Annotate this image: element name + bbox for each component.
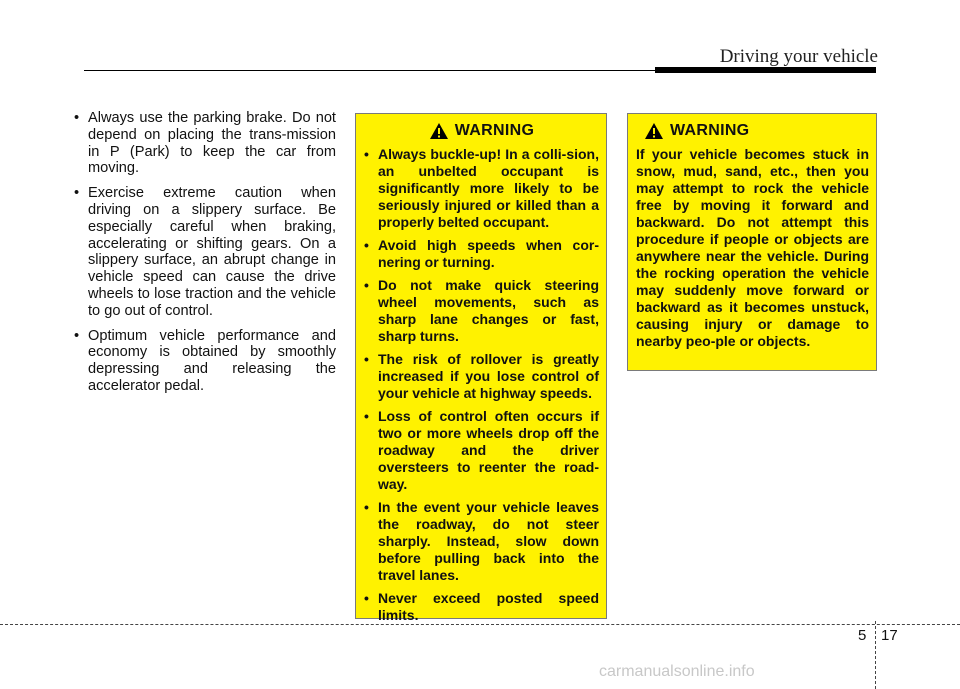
- list-item: • In the event your vehicle leaves the roadway, do not steer sharply. Instead, slow down before pulling back into the travel lanes.: [364, 499, 599, 584]
- warning-list: [364, 146, 599, 624]
- list-item: • Avoid high speeds when cor-nering or turning.: [364, 237, 599, 271]
- warning-header: [364, 122, 599, 140]
- header-rule-accent: [655, 67, 876, 73]
- watermark: carmanualsonline.info: [599, 663, 755, 680]
- section-title: Driving your vehicle: [719, 46, 878, 67]
- warning-header: [636, 122, 869, 140]
- chapter-number: 5: [858, 627, 867, 644]
- warning-box-stuck: [627, 113, 877, 371]
- list-item: • Optimum vehicle performance and economy is obtained by smoothly depressing and releasing the accelerator pedal.: [74, 328, 336, 395]
- list-item: • Do not make quick steering wheel movements, such as sharp lane changes or fast, sharp turns.: [364, 277, 599, 345]
- warning-title: WARNING: [454, 122, 535, 139]
- warning-box-driving: [355, 113, 607, 623]
- warning-text: If your vehicle becomes stuck in snow, mud, sand, etc., then you may attempt to rock the vehicle free by moving it forward and backward. Do not attempt this procedure if people or objects are anywhere near the vehicle. During the rocking operation the vehicle may suddenly move forward or backward as it becomes unstuck, causing injury or damage to nearby peo-ple or objects.: [636, 146, 869, 349]
- list-item: • Always use the parking brake. Do not depend on placing the trans-mission in P (Park) to keep the car from moving.: [74, 110, 336, 177]
- list-item: • Never exceed posted speed limits.: [364, 590, 599, 624]
- warning-triangle-icon: [644, 122, 664, 140]
- list-item: • The risk of rollover is greatly increased if you lose control of your vehicle at highway speeds.: [364, 351, 599, 402]
- instructions-list: [74, 110, 336, 403]
- list-item: • Exercise extreme caution when driving on a slippery surface. Be especially careful when braking, accelerating or shifting gears. On a slippery surface, an abrupt change in vehicle speed can cause the drive wheels to lose traction and the vehicle to go out of control.: [74, 185, 336, 319]
- warning-triangle-icon: [429, 122, 449, 140]
- page-number-divider: [875, 621, 876, 689]
- list-item: • Always buckle-up! In a colli-sion, an unbelted occupant is significantly more likely to be seriously injured or killed than a properly belted occupant.: [364, 146, 599, 231]
- page-number: 17: [881, 627, 898, 644]
- list-item: • Loss of control often occurs if two or more wheels drop off the roadway and the driver oversteers to reenter the road-way.: [364, 408, 599, 493]
- warning-title: WARNING: [670, 122, 750, 139]
- footer-rule: [0, 624, 960, 625]
